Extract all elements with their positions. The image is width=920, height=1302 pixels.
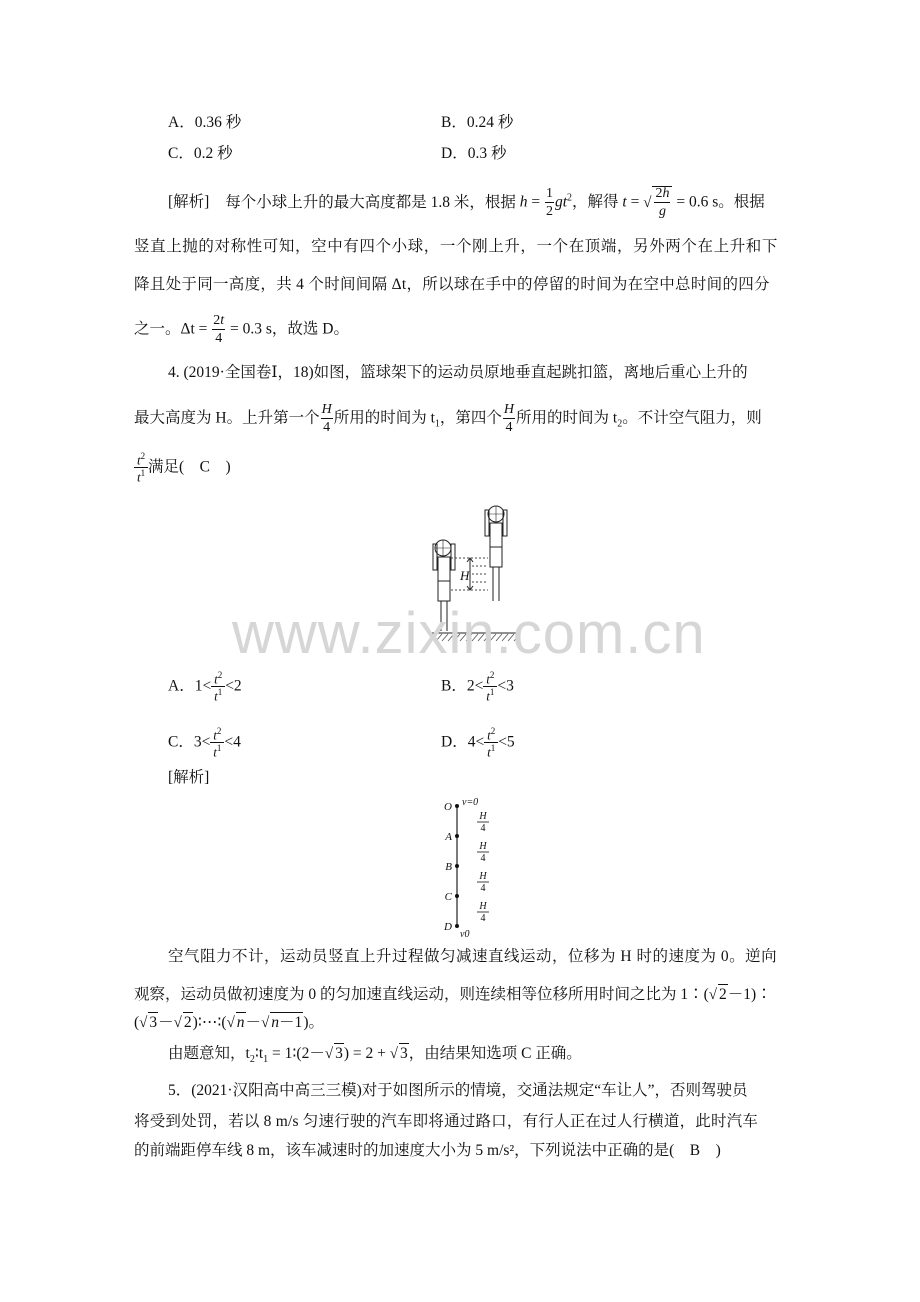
point-o: O: [444, 801, 452, 813]
analysis-text: = 0.3 s，故选 D。: [226, 320, 349, 338]
question-5-stem: 5．(2021·汉阳高中高三三模)对于如图所示的情境，交通法规定“车让人”，否则驾驶员: [168, 1082, 748, 1099]
segment-label: 4: [480, 853, 486, 864]
velocity-bottom-label: v0: [460, 929, 470, 940]
analysis-text: )。: [303, 1014, 324, 1031]
analysis-text: ∶t: [254, 1045, 264, 1062]
player-body: [490, 523, 502, 547]
option-c: C．0.2 秒: [168, 145, 233, 162]
question-5-stem: 的前端距停车线 8 m，该车减速时的加速度大小为 5 m/s²，下列说法中正确的是( B ): [134, 1142, 721, 1159]
stem-text: 所用的时间为 t: [333, 409, 435, 427]
analysis-text: 每个小球上升的最大高度都是 1.8 米，根据: [225, 193, 520, 211]
point-b: B: [445, 861, 452, 873]
analysis-line: 观察，运动员做初速度为 0 的匀加速直线运动，则连续相等位移所用时间之比为 1∶(√ 2－1)∶: [134, 986, 772, 1003]
option-a: A．1< $\frac{t^2}{t^1}$ <2: [168, 670, 242, 704]
option-a: A．0.36 秒: [168, 114, 242, 131]
segment-label: 4: [480, 883, 486, 894]
analysis-text: = 1∶(2－: [268, 1045, 325, 1062]
segment-label: 4: [480, 913, 486, 924]
stem-text: 。不计空气阻力，则: [622, 409, 762, 427]
analysis-text: ，由结果知选项 C 正确。: [408, 1045, 582, 1062]
analysis-text: －1)∶: [727, 986, 772, 1003]
analysis-text: 观察，运动员做初速度为 0 的匀加速直线运动，则连续相等位移所用时间之比为 1∶(: [134, 986, 709, 1003]
analysis-text: 由题意知，t: [168, 1045, 250, 1062]
motion-diagram: [444, 796, 508, 940]
option-b: B．2< $\frac{t^2}{t^1}$ <3: [441, 670, 514, 704]
analysis-line: 降且处于同一高度，共 4 个时间间隔 Δt，所以球在手中的停留的时间为在空中总时间的四分: [134, 276, 770, 293]
analysis-text: )∶⋯∶(: [192, 1014, 227, 1031]
option-d: D．4< $\frac{t^2}{t^1}$ <5: [441, 726, 515, 760]
segment-label: H: [479, 811, 487, 822]
stem-text: ，第四个: [439, 409, 502, 427]
player-body: [438, 557, 450, 581]
analysis-text: 之一。Δt =: [134, 320, 212, 338]
question-4-stem: 最大高度为 H。上升第一个 $\frac{H}{4}$ 所用的时间为 $t_1$，第四个 $\frac{H}{4}$ 所用的时间为 $t_2$。不计空气阻力，则: [134, 402, 762, 435]
point-c: C: [444, 891, 452, 903]
question-4-stem: $\frac{t^2}{t^1}$ 满足( C ): [134, 452, 231, 484]
analysis-text: －: [158, 1014, 174, 1031]
analysis-label: [解析]: [168, 193, 210, 211]
analysis-text: = 0.6 s。根据: [672, 193, 765, 211]
analysis-text: ，解得: [572, 193, 623, 211]
velocity-top-label: v=0: [462, 797, 479, 808]
option-b: B．0.24 秒: [441, 114, 514, 131]
stem-answer: 满足( C ): [148, 458, 231, 476]
watermark: www.zixin.com.cn: [232, 601, 706, 666]
segment-label: 4: [480, 823, 486, 834]
analysis-line: 竖直上抛的对称性可知，空中有四个小球，一个刚上升，一个在顶端，另外两个在上升和下: [134, 238, 779, 255]
analysis-paragraph-q3: [解析] 每个小球上升的最大高度都是 1.8 米，根据 h = $\frac{1}{2}$ $gt^2$，解得 t = √ $\frac{2h}{g}$ = 0.6 s。根据: [168, 186, 765, 219]
analysis-line: [134, 314, 349, 346]
segment-label: H: [479, 871, 487, 882]
analysis-text: －: [245, 1014, 262, 1031]
question-4-stem: 4. (2019·全国卷Ⅰ，18)如图，篮球架下的运动员原地垂直起跳扣篮，离地后重心上升的: [168, 364, 748, 381]
point-d: D: [444, 921, 452, 933]
analysis-text: (: [134, 1014, 140, 1031]
segment-label: H: [479, 841, 487, 852]
question-5-stem: 将受到处罚，若以 8 m/s 匀速行驶的汽车即将通过路口，有行人正在过人行横道，此时汽车: [134, 1113, 759, 1130]
stem-text: 所用的时间为 t: [516, 409, 618, 427]
formula-2t-4: $\frac{2t}{4}$: [213, 313, 225, 346]
point-a: A: [445, 831, 452, 843]
analysis-label: [解析]: [168, 769, 210, 786]
analysis-text: ) = 2 +: [343, 1045, 390, 1062]
stem-text: 最大高度为 H。上升第一个: [134, 409, 320, 427]
analysis-line: 空气阻力不计，运动员竖直上升过程做匀减速直线运动，位移为 H 时的速度为 0。逆向: [168, 948, 778, 965]
height-label: H: [460, 568, 470, 583]
formula-half: $\frac{1}{2}$: [545, 186, 553, 219]
analysis-line: 由题意知，$t_2∶t_1$ = 1∶(2－√ 3) = 2 + √ 3，由结果知选项 C 正确。: [168, 1045, 582, 1066]
analysis-line: (√ 3－√ 2)∶⋯∶(√ n－√ n－1)。: [134, 1014, 324, 1031]
segment-label: H: [479, 901, 487, 912]
option-c: C．3< $\frac{t^2}{t^1}$ <4: [168, 726, 241, 760]
option-d: D．0.3 秒: [441, 145, 507, 162]
